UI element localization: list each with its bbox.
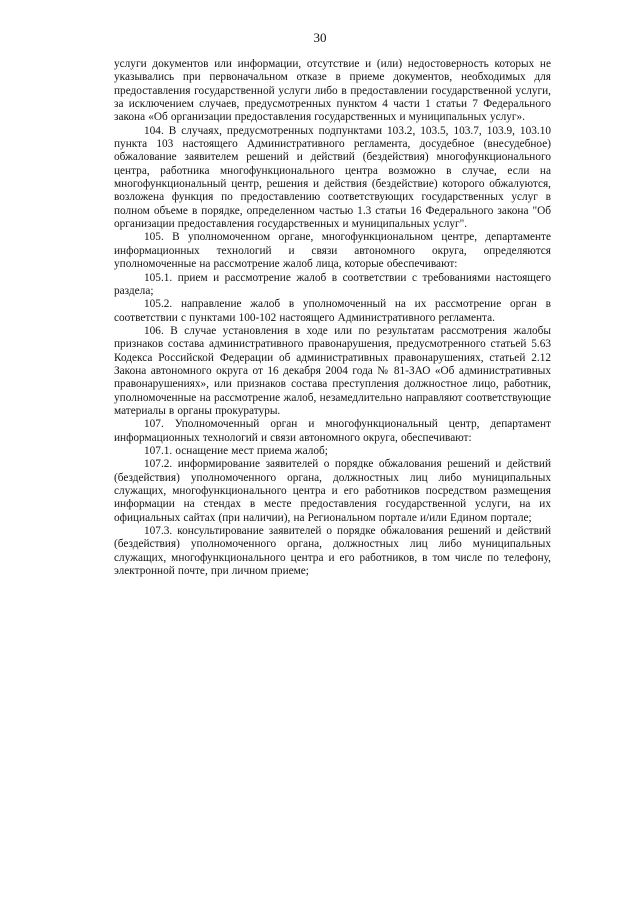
paragraph-106: 106. В случае установления в ходе или по результатам рассмотрения жалобы признаков состава административного правонарушения, предусмотренного статьей 5.63 Кодекса Российской Федерации об административных правонарушениях, статьей 2.12 Закона автономного округа от 16 декабря 2004 года № 81-ЗАО «Об административных правонарушениях», или признаков состава преступления должностное лицо, работник, уполномоченные на рассмотрение жалоб, незамедлительно направляют соответствующие материалы в органы прокуратуры. [114, 324, 551, 417]
paragraph-107: 107. Уполномоченный орган и многофункциональный центр, департамент информационных технологий и связи автономного округа, обеспечивают: [114, 418, 551, 444]
paragraph-105: 105. В уполномоченном органе, многофункциональном центре, департаменте информационных технологий и связи автономного округа, определяются уполномоченные на рассмотрение жалоб лица, которые обеспечивают: [114, 231, 551, 271]
paragraph-107-1: 107.1. оснащение мест приема жалоб; [144, 444, 328, 457]
paragraph-continuation: услуги документов или информации, отсутствие и (или) недостоверность которых не указывались при первоначальном отказе в приеме документов, необходимых для предоставления государственной услуги либо в предоставлении государственной услуги, за исключением случаев, предусмотренных пунктом 4 части 1 статьи 7 Федерального закона «Об организации предоставления государственных и муниципальных услуг». [114, 58, 551, 124]
document-body [114, 58, 551, 578]
paragraph-107-3: 107.3. консультирование заявителей о порядке обжалования решений и действий (бездействия) уполномоченного органа, должностных лиц либо муниципальных служащих, многофункционального центра и его работников, в том числе по телефону, электронной почте, при личном приеме; [114, 525, 551, 578]
paragraph-107-2: 107.2. информирование заявителей о порядке обжалования решений и действий (бездействия) уполномоченного органа, должностных лиц либо муниципальных служащих, многофункционального центра и его работников посредством размещения информации на стендах в месте предоставления государственной услуги, на их официальных сайтах (при наличии), на Региональном портале и/или Едином портале; [114, 458, 551, 524]
paragraph-104: 104. В случаях, предусмотренных подпунктами 103.2, 103.5, 103.7, 103.9, 103.10 пункта 103 настоящего Административного регламента, досудебное (внесудебное) обжалование заявителем решений и действий (бездействия) многофункционального центра, работника многофункционального центра возможно в случае, если на многофункциональный центр, решения и действия (бездействие) которого обжалуются, возложена функция по предоставлению соответствующих государственных услуг в полном объеме в порядке, определенном частью 1.3 статьи 16 Федерального закона "Об организации предоставления государственных и муниципальных услуг". [114, 124, 551, 231]
paragraph-105-1: 105.1. прием и рассмотрение жалоб в соответствии с требованиями настоящего раздела; [114, 271, 551, 297]
page-number: 30 [313, 30, 327, 45]
paragraph-105-2: 105.2. направление жалоб в уполномоченный на их рассмотрение орган в соответствии с пунктами 100-102 настоящего Административного регламента. [114, 298, 551, 324]
